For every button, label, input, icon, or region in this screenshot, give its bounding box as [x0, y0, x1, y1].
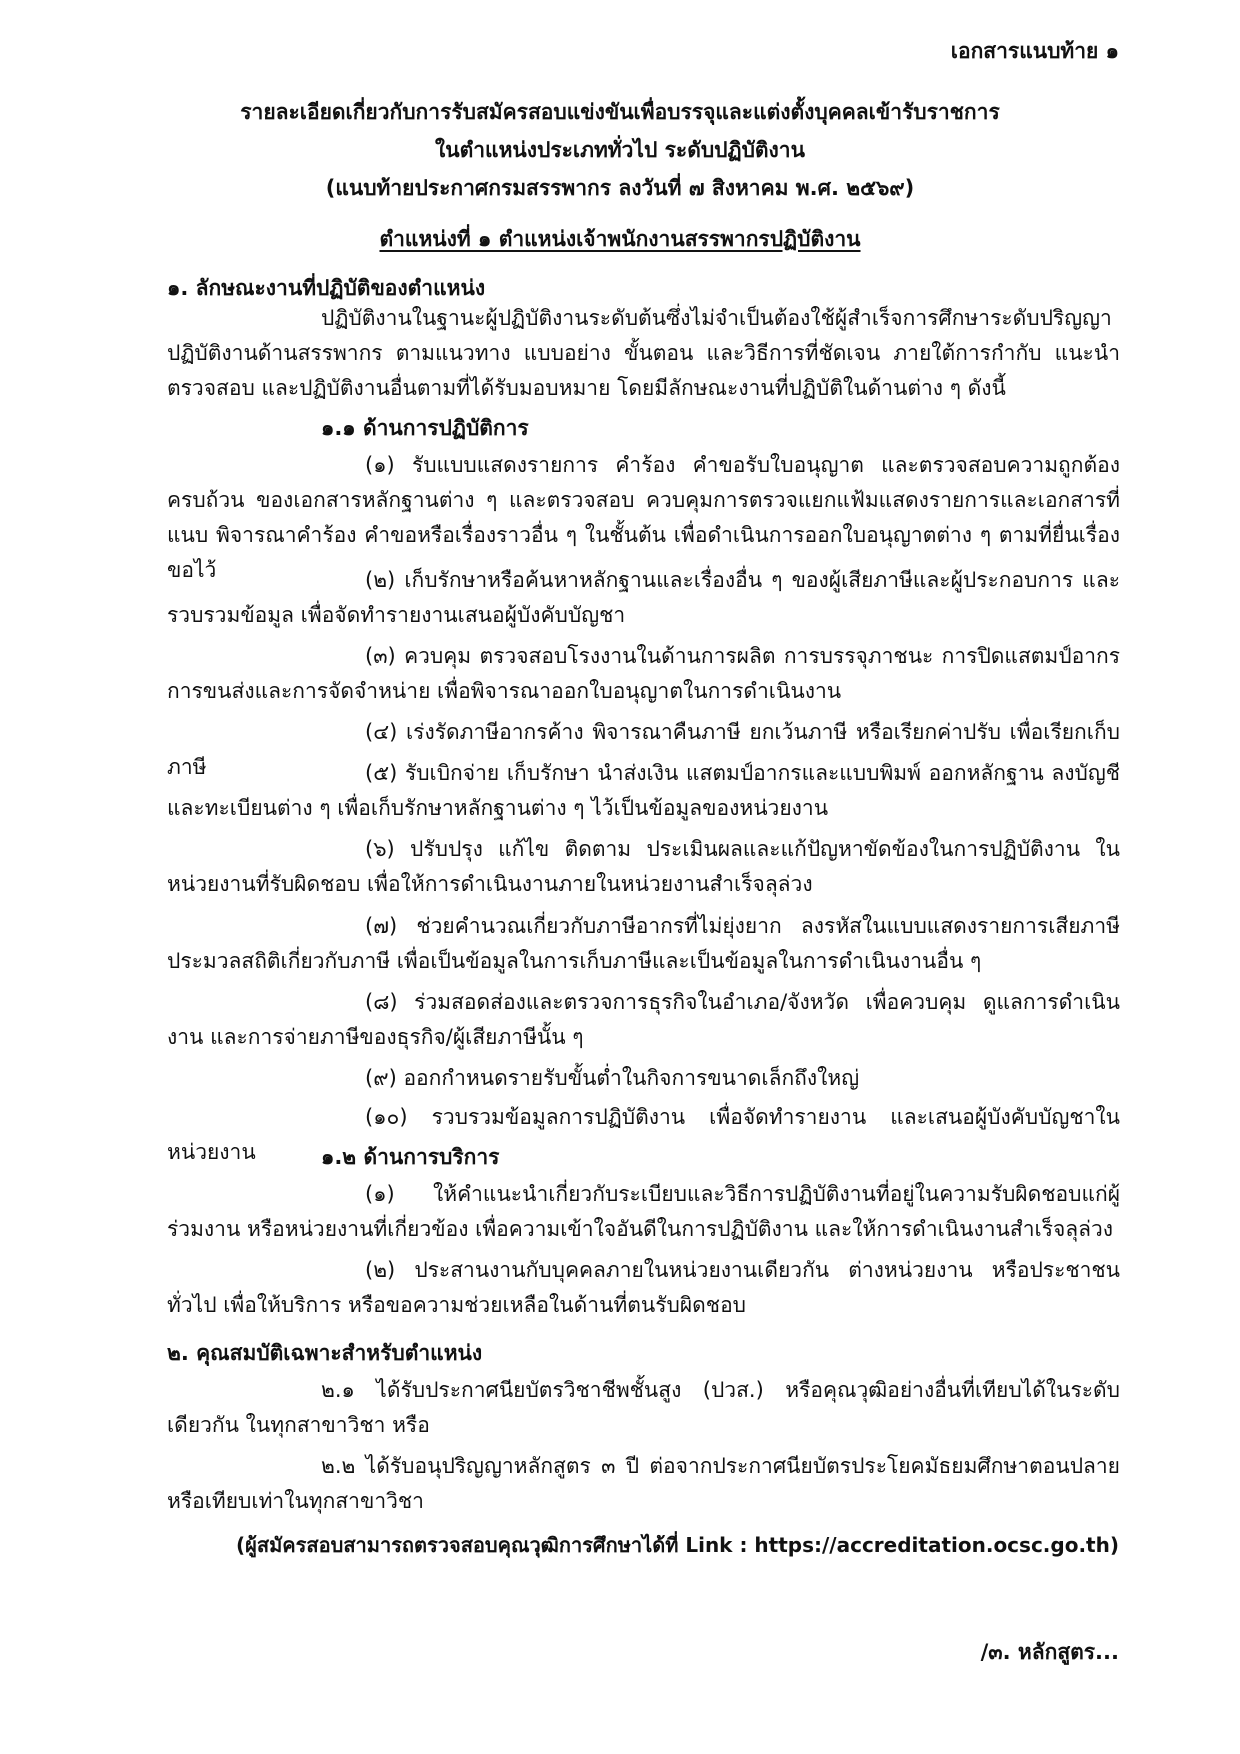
operation-item-9: (๙) ออกกำหนดรายรับขั้นต่ำในกิจการขนาดเล็กถึงใหญ่ [365, 1066, 860, 1090]
operation-item-6: (๖) ปรับปรุง แก้ไข ติดตาม ประเมินผลและแก้ปัญหาขัดข้องในการปฏิบัติงาน ในหน่วยงานที่รับผิดชอบ เพื่อให้การดำเนินงานภายในหน่วยงานสำเร็จลุล่วง [167, 837, 1120, 896]
section-1-intro: ปฏิบัติงานในฐานะผู้ปฏิบัติงานระดับต้นซึ่งไม่จำเป็นต้องใช้ผู้สำเร็จการศึกษาระดับปริญญา ปฏิบัติงานด้านสรรพากร ตามแนวทาง แบบอย่าง ขั้นตอน และวิธีการที่ชัดเจน ภายใต้การกำกับ แนะนำ ตรวจสอบ และปฏิบัติงานอื่นตามที่ได้รับมอบหมาย โดยมีลักษณะงานที่ปฏิบัติในด้านต่าง ๆ ดังนี้ [167, 306, 1120, 400]
operation-item-10: (๑๐) รวบรวมข้อมูลการปฏิบัติงาน เพื่อจัดทำรายงาน และเสนอผู้บังคับบัญชาในหน่วยงาน [167, 1105, 1120, 1164]
operation-item-3: (๓) ควบคุม ตรวจสอบโรงงานในด้านการผลิต การบรรจุภาชนะ การปิดแสตมป์อากร การขนส่งและการจัดจำหน่าย เพื่อพิจารณาออกใบอนุญาตในการดำเนินงาน [167, 644, 1120, 703]
operation-item-7: (๗) ช่วยคำนวณเกี่ยวกับภาษีอากรที่ไม่ยุ่งยาก ลงรหัสในแบบแสดงรายการเสียภาษี ประมวลสถิติเกี่ยวกับภาษี เพื่อเป็นข้อมูลในการเก็บภาษีและเป็นข้อมูลในการดำเนินงานอื่น ๆ [167, 914, 1120, 973]
annex-label: เอกสารแนบท้าย ๑ [950, 39, 1119, 63]
operation-item-8: (๘) ร่วมสอดส่องและตรวจการธุรกิจในอำเภอ/จังหวัด เพื่อควบคุม ดูแลการดำเนินงาน และการจ่ายภาษีของธุรกิจ/ผู้เสียภาษีนั้น ๆ [167, 990, 1120, 1049]
title-line-3: (แนบท้ายประกาศกรมสรรพากร ลงวันที่ ๗ สิงหาคม พ.ศ. ๒๕๖๙) [325, 176, 915, 200]
service-item-1: (๑) ให้คำแนะนำเกี่ยวกับระเบียบและวิธีการปฏิบัติงานที่อยู่ในความรับผิดชอบแก่ผู้ร่วมงาน หรือหน่วยงานที่เกี่ยวข้อง เพื่อความเข้าใจอันดีในการปฏิบัติงาน และให้การดำเนินงานสำเร็จลุล่วง [167, 1182, 1120, 1241]
continuation-marker: /๓. หลักสูตร... [980, 1640, 1119, 1664]
title-line-1: รายละเอียดเกี่ยวกับการรับสมัครสอบแข่งขันเพื่อบรรจุและแต่งตั้งบุคคลเข้ารับราชการ [240, 100, 1000, 124]
operation-item-2: (๒) เก็บรักษาหรือค้นหาหลักฐานและเรื่องอื่น ๆ ของผู้เสียภาษีและผู้ประกอบการ และรวบรวมข้อมูล เพื่อจัดทำรายงานเสนอผู้บังคับบัญชา [167, 568, 1120, 627]
operation-item-4: (๔) เร่งรัดภาษีอากรค้าง พิจารณาคืนภาษี ยกเว้นภาษี หรือเรียกค่าปรับ เพื่อเรียกเก็บภาษี [167, 720, 1120, 779]
section-2-heading: ๒. คุณสมบัติเฉพาะสำหรับตำแหน่ง [167, 1341, 483, 1365]
subsection-1-1-heading: ๑.๑ ด้านการปฏิบัติการ [321, 416, 529, 440]
section-1-heading: ๑. ลักษณะงานที่ปฏิบัติของตำแหน่ง [167, 276, 486, 300]
accreditation-note: (ผู้สมัครสอบสามารถตรวจสอบคุณวุฒิการศึกษาได้ที่ Link : https://accreditation.ocsc.go.th) [236, 1533, 1119, 1557]
operation-item-1: (๑) รับแบบแสดงรายการ คำร้อง คำขอรับใบอนุญาต และตรวจสอบความถูกต้อง ครบถ้วน ของเอกสารหลักฐานต่าง ๆ และตรวจสอบ ควบคุมการตรวจแยกแฟ้มแสดงรายการและเอกสารที่แนบ พิจารณาคำร้อง คำขอหรือเรื่องราวอื่น ๆ ในชั้นต้น เพื่อดำเนินการออกใบอนุญาตต่าง ๆ ตามที่ยื่นเรื่องขอไว้ [167, 453, 1120, 582]
subsection-1-2-heading: ๑.๒ ด้านการบริการ [321, 1145, 500, 1169]
title-line-2: ในตำแหน่งประเภททั่วไป ระดับปฏิบัติงาน [435, 138, 805, 162]
position-heading: ตำแหน่งที่ ๑ ตำแหน่งเจ้าพนักงานสรรพากรปฏิบัติงาน [379, 227, 861, 251]
qualification-item-2: ๒.๒ ได้รับอนุปริญญาหลักสูตร ๓ ปี ต่อจากประกาศนียบัตรประโยคมัธยมศึกษาตอนปลาย หรือเทียบเท่าในทุกสาขาวิชา [167, 1454, 1120, 1513]
qualification-item-1: ๒.๑ ได้รับประกาศนียบัตรวิชาชีพชั้นสูง (ปวส.) หรือคุณวุฒิอย่างอื่นที่เทียบได้ในระดับเดียวกัน ในทุกสาขาวิชา หรือ [167, 1378, 1120, 1437]
service-item-2: (๒) ประสานงานกับบุคคลภายในหน่วยงานเดียวกัน ต่างหน่วยงาน หรือประชาชนทั่วไป เพื่อให้บริการ หรือขอความช่วยเหลือในด้านที่ตนรับผิดชอบ [167, 1258, 1120, 1317]
operation-item-5: (๕) รับเบิกจ่าย เก็บรักษา นำส่งเงิน แสตมป์อากรและแบบพิมพ์ ออกหลักฐาน ลงบัญชี และทะเบียนต่าง ๆ เพื่อเก็บรักษาหลักฐานต่าง ๆ ไว้เป็นข้อมูลของหน่วยงาน [167, 761, 1120, 820]
